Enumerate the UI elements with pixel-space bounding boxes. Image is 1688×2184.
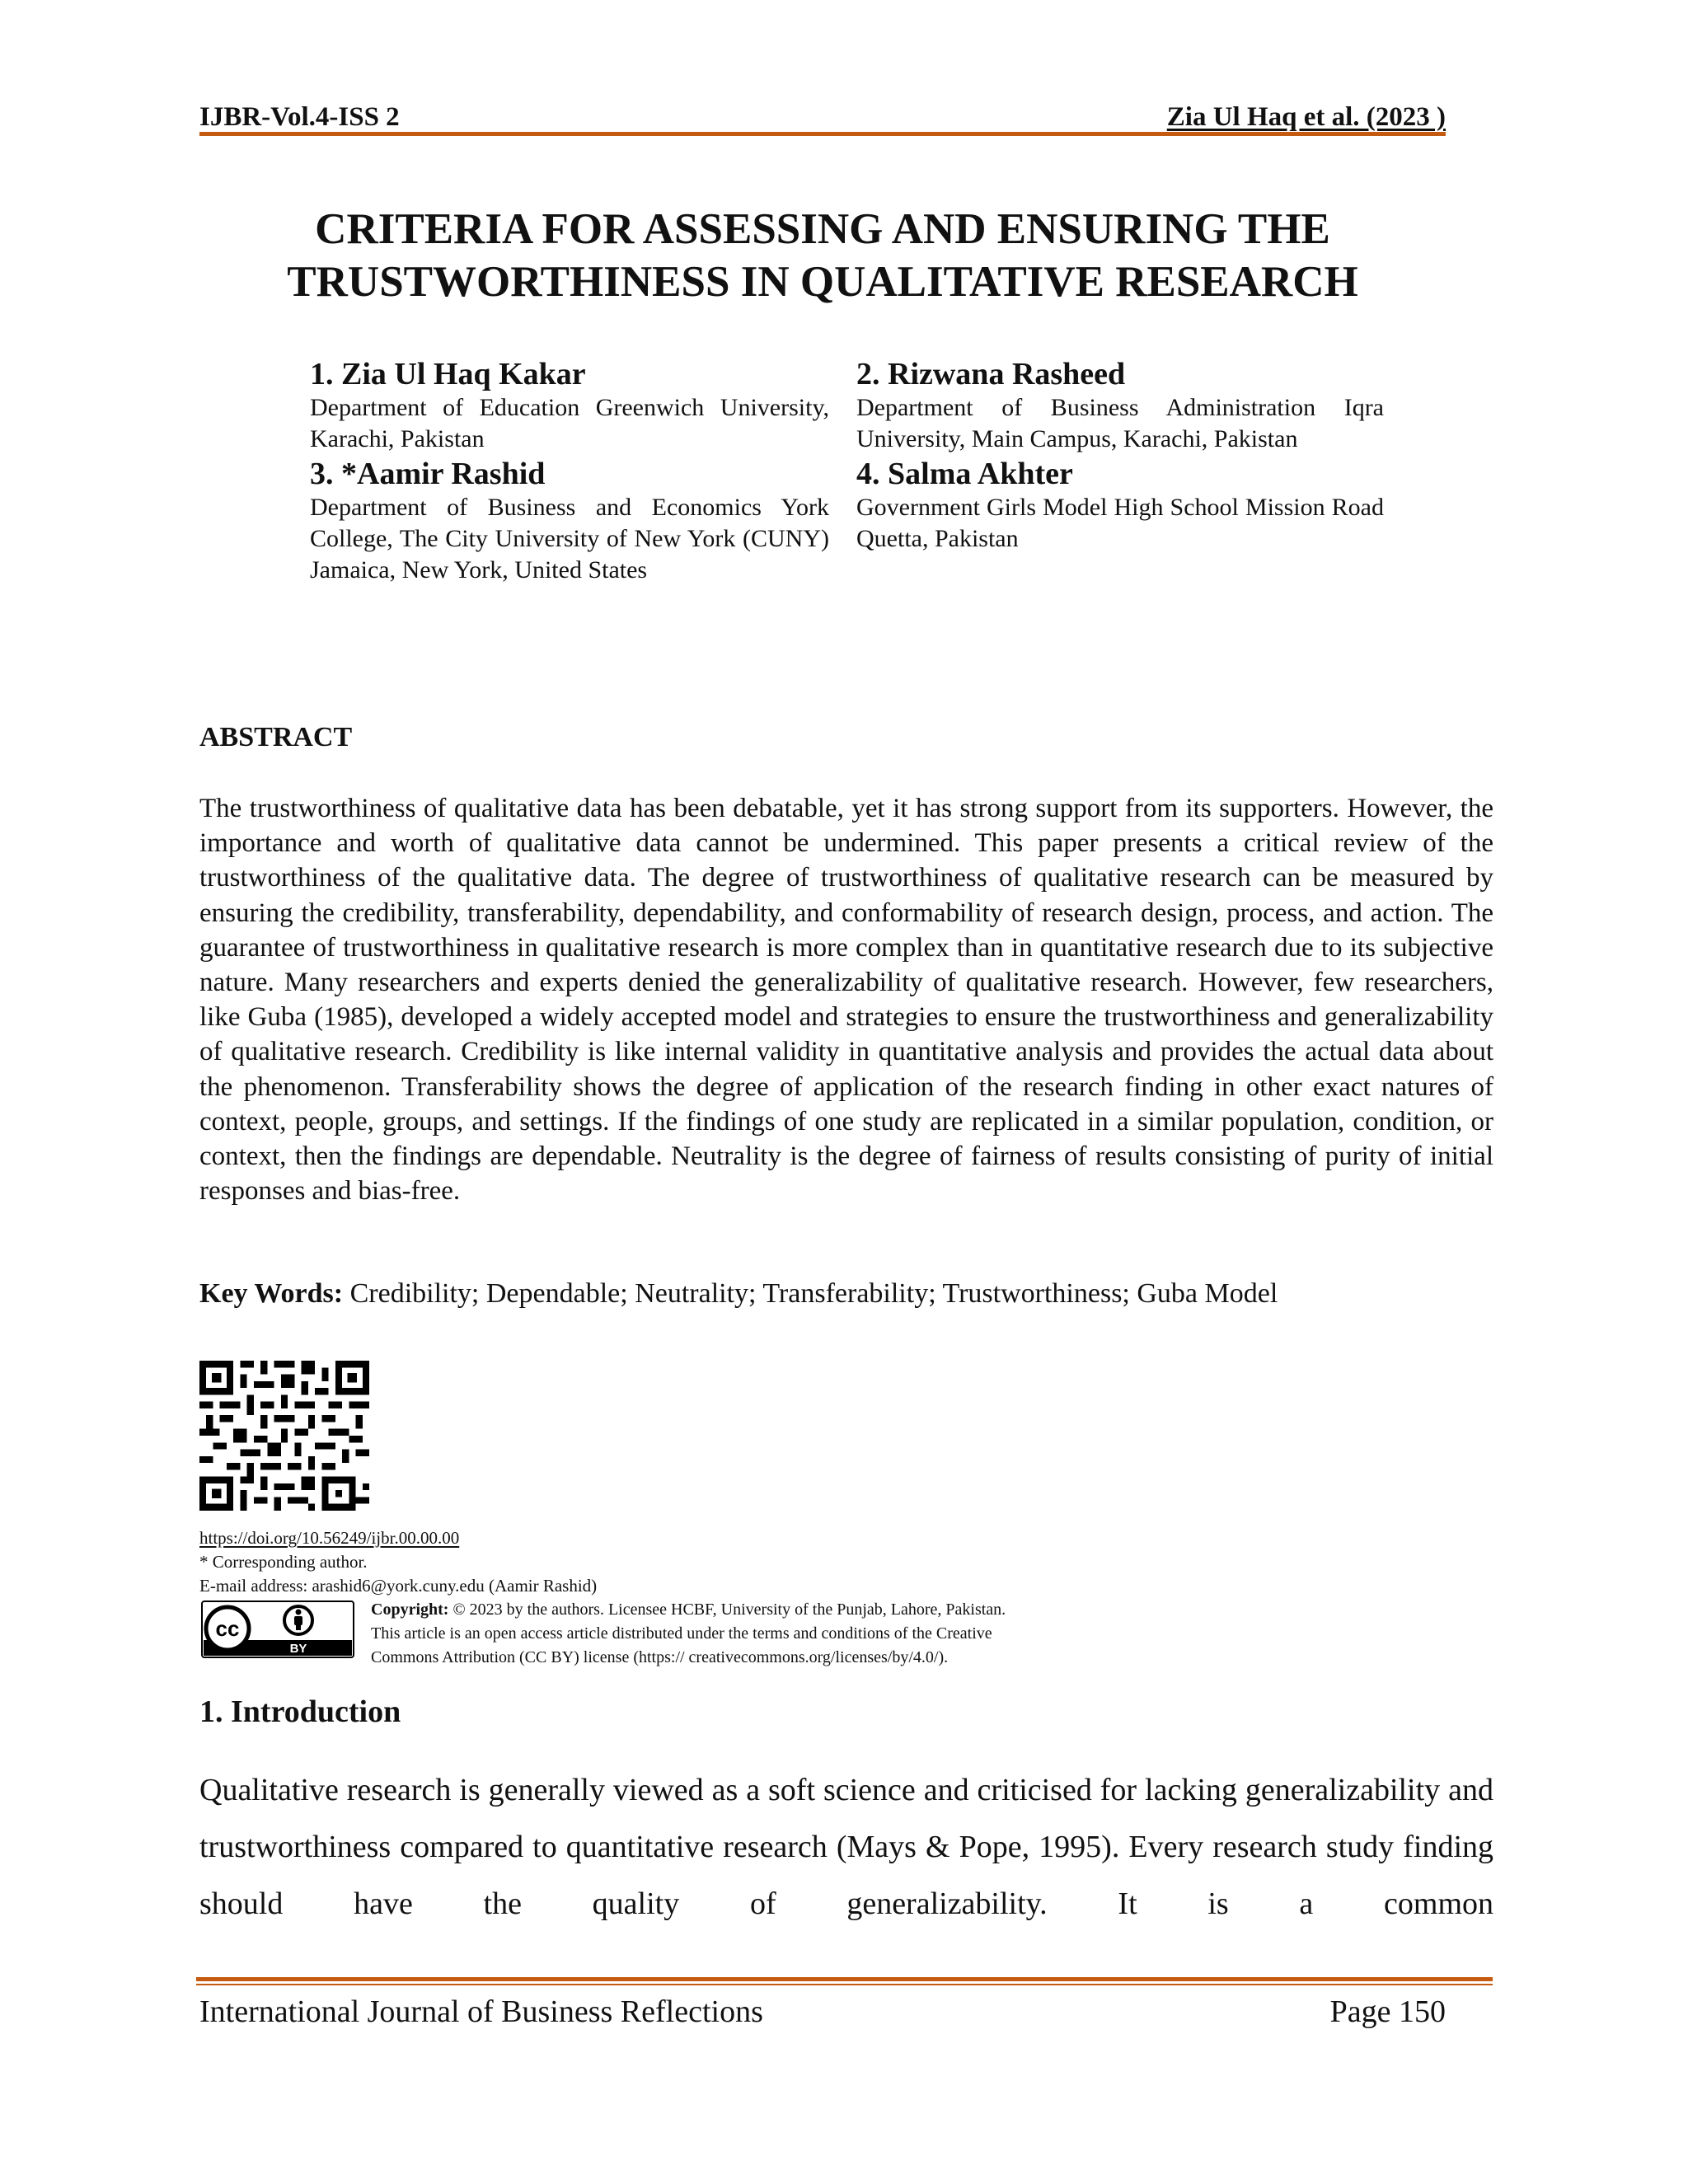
author-block bbox=[856, 356, 1384, 455]
running-header-right: Zia Ul Haq et al. (2023 ) bbox=[1166, 102, 1446, 132]
cc-by-license-icon bbox=[201, 1601, 354, 1658]
author-name: 1. Zia Ul Haq Kakar bbox=[310, 357, 586, 391]
title-line: TRUSTWORTHINESS IN QUALITATIVE RESEARCH bbox=[287, 258, 1358, 306]
keywords bbox=[199, 1277, 1493, 1311]
author-affiliation: Government Girls Model High School Mission Road Quetta, Pakistan bbox=[856, 494, 1384, 552]
copyright-label: Copyright: bbox=[371, 1601, 449, 1619]
copyright-line bbox=[371, 1598, 1179, 1622]
author-block bbox=[310, 356, 829, 455]
author-name: 3. *Aamir Rashid bbox=[310, 457, 546, 491]
abstract-heading: ABSTRACT bbox=[199, 722, 353, 752]
corresponding-author-note: * Corresponding author. bbox=[199, 1552, 368, 1572]
author-name: 4. Salma Akhter bbox=[856, 457, 1073, 491]
title-line: CRITERIA FOR ASSESSING AND ENSURING THE bbox=[315, 205, 1330, 253]
doi-link[interactable]: https://doi.org/10.56249/ijbr.00.00.00 bbox=[199, 1528, 460, 1548]
author-block bbox=[856, 456, 1384, 555]
copyright-text: © 2023 by the authors. Licensee HCBF, University of the Punjab, Lahore, Pakistan. bbox=[448, 1601, 1006, 1619]
page-number: Page 150 bbox=[1329, 1994, 1446, 2029]
section-heading: 1. Introduction bbox=[199, 1694, 401, 1729]
author-name: 2. Rizwana Rasheed bbox=[856, 357, 1126, 391]
introduction-text: Qualitative research is generally viewed as a soft science and criticised for lacking generalizability and trustworthiness compared to quantitative research (Mays & Pope, 1995). Every research study finding should have the quality of generalizability. It is a common bbox=[199, 1773, 1493, 1921]
paper-title bbox=[199, 203, 1446, 308]
copyright-line: Commons Attribution (CC BY) license (https:// creativecommons.org/licenses/by/4.0/). bbox=[371, 1648, 949, 1666]
cc-badge-right: BY bbox=[289, 1642, 307, 1656]
header-rule bbox=[199, 132, 1446, 136]
footer-rule-thin bbox=[196, 1984, 1493, 1985]
copyright-notice bbox=[371, 1598, 1179, 1670]
copyright-line: This article is an open access article distributed under the terms and conditions of the Creative bbox=[371, 1624, 992, 1643]
keywords-list: Credibility; Dependable; Neutrality; Transferability; Trustworthiness; Guba Model bbox=[343, 1278, 1278, 1309]
running-header-left: IJBR-Vol.4-ISS 2 bbox=[199, 102, 400, 132]
abstract-text: The trustworthiness of qualitative data has been debatable, yet it has strong support from its supporters. However, the importance and worth of qualitative data cannot be undermined. This paper presents a critical review of the trustworthiness of the qualitative data. The degree of trustworthiness of qualitative research can be measured by ensuring the credibility, transferability, dependability, and conformability of research design, process, and action. The guarantee of trustworthiness in qualitative research is more complex than in quantitative research due to its subjective nature. Many researchers and experts denied the generalizability of qualitative research. However, few researchers, like Guba (1985), developed a widely accepted model and strategies to ensure the trustworthiness and generalizability of qualitative research. Credibility is like internal validity in quantitative analysis and provides the actual data about the phenomenon. Transferability shows the degree of application of the research finding in other exact natures of context, people, groups, and settings. If the findings of one study are replicated in a similar population, condition, or context, then the findings are dependable. Neutrality is the degree of fairness of results consisting of purity of initial responses and bias-free. bbox=[199, 794, 1493, 1207]
qr-code-icon bbox=[199, 1361, 369, 1511]
cc-badge-left: cc bbox=[215, 1616, 240, 1641]
author-affiliation: Department of Education Greenwich University, Karachi, Pakistan bbox=[310, 394, 829, 452]
author-block bbox=[310, 456, 829, 586]
author-affiliation: Department of Business and Economics York College, The City University of New York (CUNY) Jamaica, New York, United States bbox=[310, 494, 829, 583]
author-affiliation: Department of Business Administration Iqra University, Main Campus, Karachi, Pakistan bbox=[856, 394, 1384, 452]
journal-name: International Journal of Business Reflections bbox=[199, 1994, 763, 2029]
footer-rule bbox=[196, 1977, 1493, 1981]
email-address: E-mail address: arashid6@york.cuny.edu (Aamir Rashid) bbox=[199, 1576, 598, 1596]
keywords-label: Key Words: bbox=[199, 1278, 344, 1309]
